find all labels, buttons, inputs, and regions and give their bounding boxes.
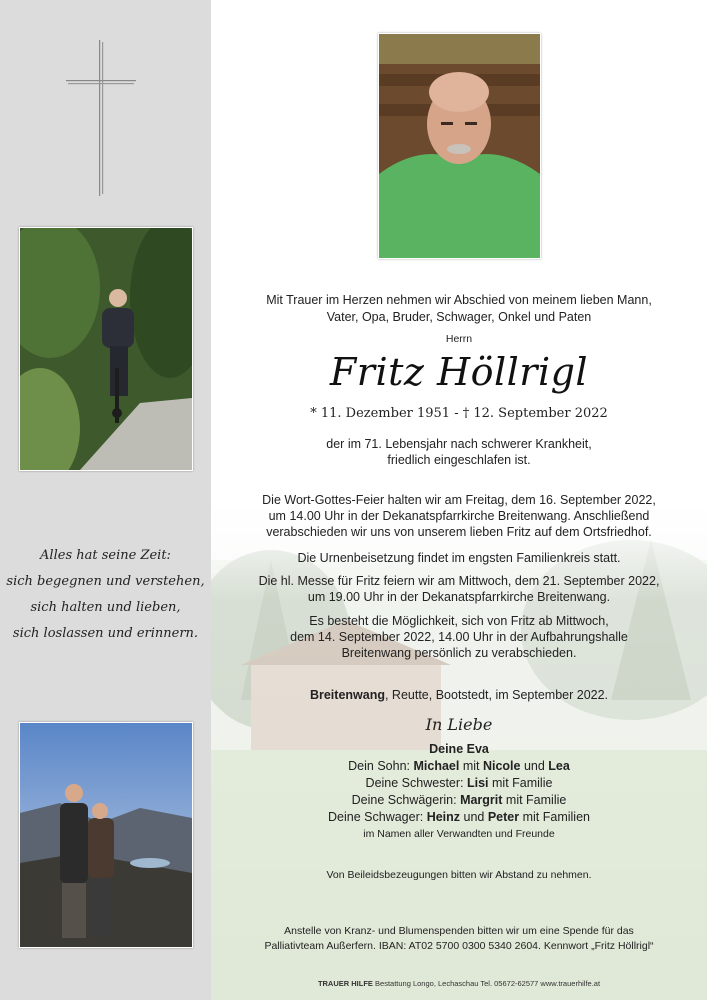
mass-line: um 19.00 Uhr in der Dekanatspfarrkirche Breitenwang. [307, 590, 611, 604]
ceremony-line: um 14.00 Uhr in der Dekanatspfarrkirche Breitenwang. Anschließend [268, 509, 650, 523]
family-wife [211, 741, 707, 758]
couple-photo [19, 722, 193, 948]
cross-icon [66, 40, 136, 196]
footer [211, 979, 707, 988]
farewell-line: dem 14. September 2022, 14.00 Uhr in der Aufbahrungshalle [290, 630, 628, 644]
label: Deine Schwester: [365, 776, 467, 790]
label: und [520, 759, 549, 773]
poem-line: sich halten und lieben, [30, 600, 181, 615]
sidebar [0, 0, 211, 1000]
deceased-name: Fritz Höllrigl [329, 350, 589, 394]
ceremony-line: verabschieden wir uns von unserem lieben Fritz auf dem Ortsfriedhof. [266, 525, 652, 539]
urn-line: Die Urnenbeisetzung findet im engsten Familienkreis statt. [297, 551, 621, 565]
label: mit Familie [488, 776, 553, 790]
poem-line: sich loslassen und erinnern. [12, 626, 199, 641]
farewell-line: Es besteht die Möglichkeit, sich von Fritz ab Mittwoch, [309, 614, 609, 628]
place-bold: Breitenwang [309, 688, 385, 702]
farewell-line: Breitenwang persönlich zu verabschieden. [341, 646, 577, 660]
relatives-line: im Namen aller Verwandten und Freunde [363, 828, 555, 840]
main-area [211, 0, 707, 1000]
son-wife-name: Nicole [482, 759, 521, 773]
poem-line: sich begegnen und verstehen, [6, 574, 205, 589]
label: Dein Sohn: [348, 759, 414, 773]
place-rest: , Reutte, Bootstedt, im September 2022. [384, 688, 609, 702]
label: Deine Schwägerin: [351, 793, 461, 807]
brother-in-law-name: Peter [487, 810, 520, 824]
ceremony-line: Die Wort-Gottes-Feier halten wir am Freitag, dem 16. September 2022, [262, 493, 656, 507]
label: mit Familien [519, 810, 590, 824]
in-liebe: In Liebe [425, 715, 493, 734]
footer-text: Bestattung Longo, Lechaschau Tel. 05672-62577 www.trauerhilfe.at [372, 979, 601, 988]
poem-line: Alles hat seine Zeit: [40, 548, 171, 563]
age-line: der im 71. Lebensjahr nach schwerer Krankheit, [326, 437, 592, 451]
bike-photo [19, 227, 193, 471]
honorific: Herrn [445, 333, 473, 345]
place-date [211, 687, 707, 704]
poem [0, 543, 211, 647]
family-brothers-in-law [211, 809, 707, 826]
label: und [460, 810, 488, 824]
sister-in-law-name: Margrit [460, 793, 503, 807]
label: mit Familie [502, 793, 567, 807]
donation-line: Anstelle von Kranz- und Blumenspenden bitten wir um eine Spende für das [284, 925, 634, 937]
label: Deine Schwager: [328, 810, 427, 824]
label: mit [459, 759, 483, 773]
mass-line: Die hl. Messe für Fritz feiern wir am Mittwoch, dem 21. September 2022, [258, 574, 660, 588]
donation-line: Palliativteam Außerfern. IBAN: AT02 5700 0300 5340 2604. Kennwort „Fritz Höllrigl“ [264, 940, 654, 952]
grandchild-name: Lea [548, 759, 570, 773]
footer-brand: TRAUER HILFE [317, 979, 373, 988]
obituary-text [211, 0, 707, 1000]
intro-line: Vater, Opa, Bruder, Schwager, Onkel und Paten [326, 310, 592, 324]
age-line: friedlich eingeschlafen ist. [387, 453, 531, 467]
family-sister-in-law [211, 792, 707, 809]
family-sister [211, 775, 707, 792]
intro-line: Mit Trauer im Herzen nehmen wir Abschied von meinem lieben Mann, [266, 293, 652, 307]
wife-name: Deine Eva [429, 742, 489, 756]
son-name: Michael [413, 759, 460, 773]
brother-in-law-name: Heinz [426, 810, 461, 824]
sister-name: Lisi [466, 776, 489, 790]
life-dates: * 11. Dezember 1951 - † 12. September 2022 [310, 406, 608, 421]
condolence-note: Von Beileidsbezeugungen bitten wir Abstand zu nehmen. [326, 869, 592, 881]
family-son [211, 758, 707, 775]
